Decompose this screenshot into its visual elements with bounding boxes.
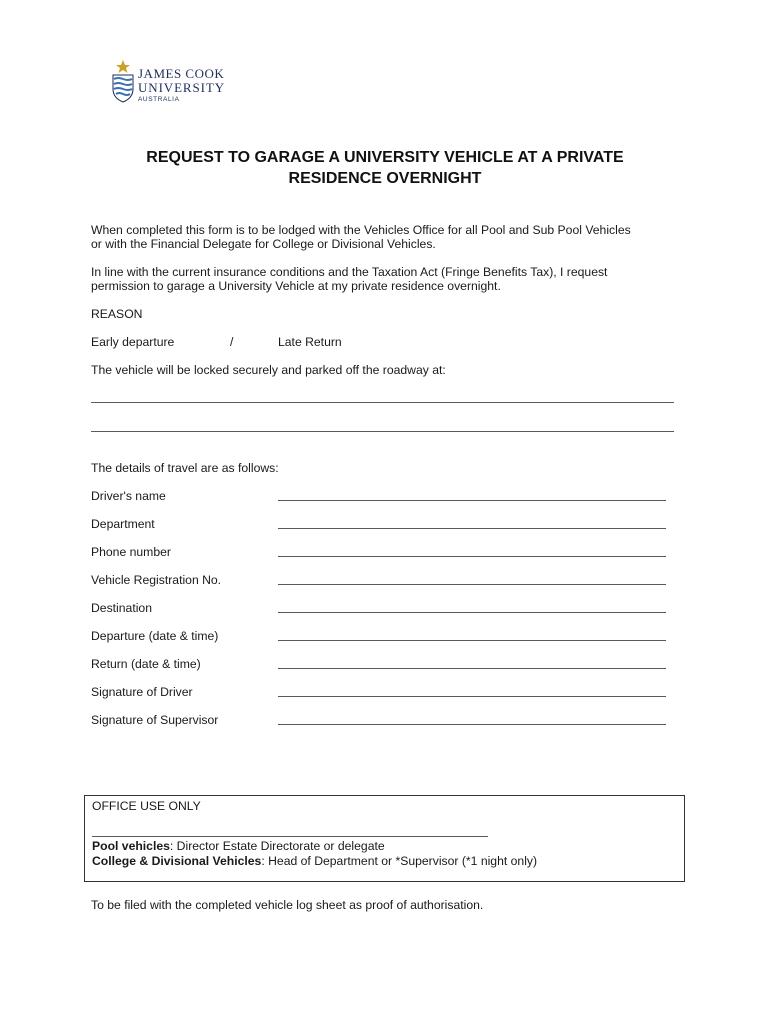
form-title xyxy=(0,147,770,189)
university-logo xyxy=(110,58,240,104)
office-pool-text: : Director Estate Directorate or delegate xyxy=(169,839,385,853)
title-line-1: REQUEST TO GARAGE A UNIVERSITY VEHICLE AT A PRIVATE xyxy=(146,149,624,166)
field-drivers-name[interactable] xyxy=(278,500,666,501)
office-college-row xyxy=(92,854,537,868)
field-department[interactable] xyxy=(278,528,666,529)
office-college-label: College & Divisional Vehicles xyxy=(92,854,262,868)
logo-line-2: UNIVERSITY xyxy=(138,80,225,95)
field-label-department: Department xyxy=(91,517,155,531)
field-label-departure: Departure (date & time) xyxy=(91,629,219,643)
crest-icon xyxy=(110,58,136,104)
field-return[interactable] xyxy=(278,668,666,669)
office-use-box xyxy=(84,795,685,882)
travel-heading: The details of travel are as follows: xyxy=(91,461,279,475)
field-label-phone: Phone number xyxy=(91,545,171,559)
field-registration[interactable] xyxy=(278,584,666,585)
reason-heading: REASON xyxy=(91,307,143,321)
reason-separator: / xyxy=(230,335,234,349)
intro-p2-line1: In line with the current insurance conditions and the Taxation Act (Fringe Benefits Tax), I request xyxy=(91,265,608,279)
office-use-title: OFFICE USE ONLY xyxy=(92,799,201,813)
office-approval-line[interactable] xyxy=(92,836,488,837)
field-label-return: Return (date & time) xyxy=(91,657,201,671)
logo-line-1: JAMES COOK xyxy=(138,66,225,81)
office-college-text: : Head of Department or *Supervisor (*1 night only) xyxy=(261,854,538,868)
footer-note: To be filed with the completed vehicle log sheet as proof of authorisation. xyxy=(91,898,484,912)
reason-option-early[interactable]: Early departure xyxy=(91,335,175,349)
field-label-drivers-name: Driver's name xyxy=(91,489,166,503)
intro-p1-line2: or with the Financial Delegate for College or Divisional Vehicles. xyxy=(91,237,436,251)
field-label-supervisor-signature: Signature of Supervisor xyxy=(91,713,219,727)
field-driver-signature[interactable] xyxy=(278,696,666,697)
intro-p1-line1: When completed this form is to be lodged with the Vehicles Office for all Pool and Sub Pool Vehicles xyxy=(91,223,631,237)
reason-option-late[interactable]: Late Return xyxy=(278,335,342,349)
field-label-destination: Destination xyxy=(91,601,152,615)
field-supervisor-signature[interactable] xyxy=(278,724,666,725)
office-pool-row xyxy=(92,839,385,853)
field-label-registration: Vehicle Registration No. xyxy=(91,573,222,587)
address-line-2[interactable] xyxy=(91,431,674,432)
field-phone[interactable] xyxy=(278,556,666,557)
logo-line-3: AUSTRALIA xyxy=(138,96,180,103)
field-destination[interactable] xyxy=(278,612,666,613)
logo-wordmark xyxy=(138,67,225,104)
field-departure[interactable] xyxy=(278,640,666,641)
intro-p2-line2: permission to garage a University Vehicle at my private residence overnight. xyxy=(91,279,501,293)
title-line-2: RESIDENCE OVERNIGHT xyxy=(288,170,482,187)
address-prompt: The vehicle will be locked securely and parked off the roadway at: xyxy=(91,363,446,377)
office-pool-label: Pool vehicles xyxy=(92,839,170,853)
address-line-1[interactable] xyxy=(91,402,674,403)
field-label-driver-signature: Signature of Driver xyxy=(91,685,193,699)
